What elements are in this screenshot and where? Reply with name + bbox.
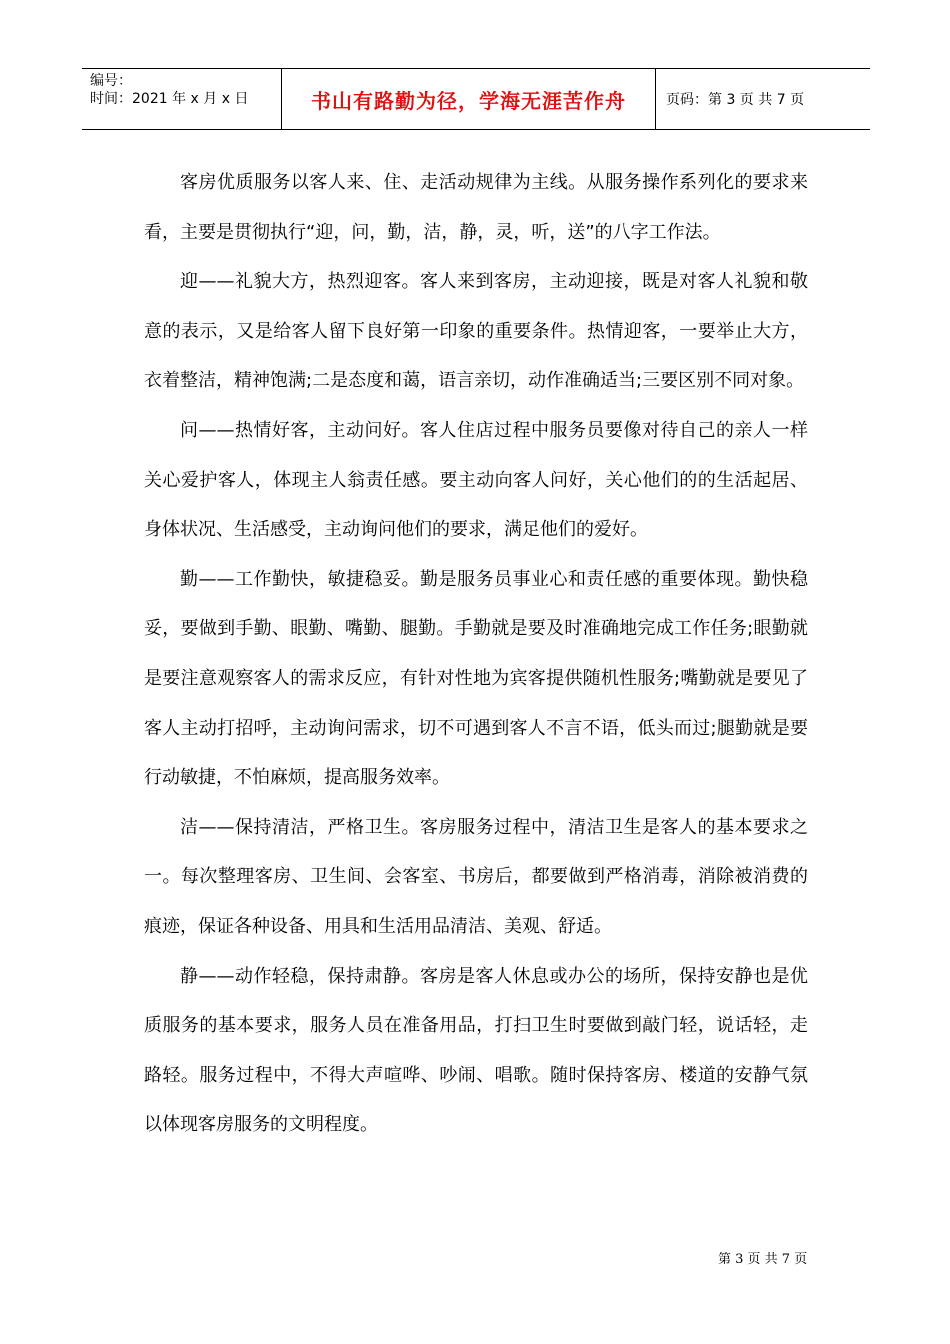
document-body (144, 158, 808, 1150)
page-header (82, 68, 870, 130)
header-page-number: 页码：第 3 页 共 7 页 (666, 92, 805, 108)
paragraph-jie: 洁——保持清洁，严格卫生。客房服务过程中，清洁卫生是客人的基本要求之一。每次整理客房、卫生间、会客室、书房后，都要做到严格消毒，消除被消费的痕迹，保证各种设备、用具和生活用品清洁、美观、舒适。 (144, 816, 808, 937)
page-footer: 第 3 页 共 7 页 (718, 1252, 808, 1267)
document-date: 时间：2021 年 x 月 x 日 (90, 91, 249, 107)
paragraph-ying: 迎——礼貌大方，热烈迎客。客人来到客房，主动迎接，既是对客人礼貌和敬意的表示，又是给客人留下良好第一印象的重要条件。热情迎客，一要举止大方，衣着整洁，精神饱满;二是态度和蔼，语言亲切，动作准确适当;三要区别不同对象。 (144, 271, 808, 392)
paragraph-wen: 问——热情好客，主动问好。客人住店过程中服务员要像对待自己的亲人一样关心爱护客人，体现主人翁责任感。要主动向客人问好，关心他们的的生活起居、身体状况、生活感受，主动询问他们的要求，满足他们的爱好。 (144, 419, 808, 541)
header-meta (82, 69, 282, 129)
paragraph-qin: 勤——工作勤快，敏捷稳妥。勤是服务员事业心和责任感的重要体现。勤快稳妥，要做到手勤、眼勤、嘴勤、腿勤。手勤就是要及时准确地完成工作任务;眼勤就是要注意观察客人的需求反应，有针对性地为宾客提供随机性服务;嘴勤就是要见了客人主动打招呼，主动询问需求，切不可遇到客人不言不语，低头而过;腿勤就是要行动敏捷，不怕麻烦，提高服务效率。 (144, 568, 808, 789)
paragraph-jing: 静——动作轻稳，保持肃静。客房是客人休息或办公的场所，保持安静也是优质服务的基本要求，服务人员在准备用品，打扫卫生时要做到敲门轻，说话轻，走路轻。服务过程中，不得大声喧哗、吵闹、唱歌。随时保持客房、楼道的安静气氛以体现客房服务的文明程度。 (144, 965, 808, 1136)
paragraph-intro: 客房优质服务以客人来、住、走活动规律为主线。从服务操作系列化的要求来看，主要是贯彻执行“迎，问，勤，洁，静，灵，听，送”的八字工作法。 (144, 172, 808, 243)
header-motto: 书山有路勤为径，学海无涯苦作舟 (282, 69, 656, 129)
document-number: 编号： (90, 73, 132, 89)
